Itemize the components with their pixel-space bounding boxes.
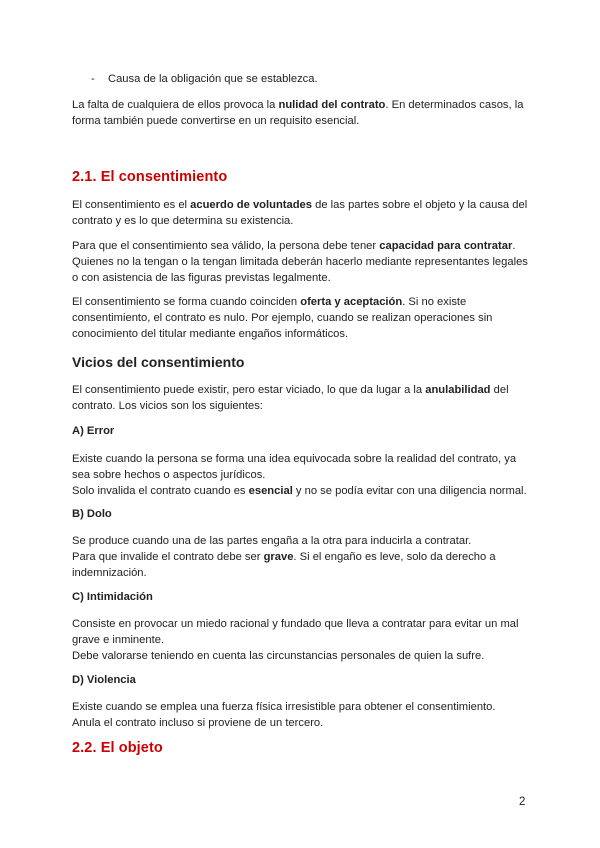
section-heading-consentimiento: 2.1. El consentimiento	[72, 169, 228, 185]
text-run: . En determinados casos, la forma también puede convertirse en un requisito esencial.	[72, 99, 524, 127]
paragraph-intimidacion	[72, 616, 532, 664]
text-run: El consentimiento es el	[72, 199, 191, 211]
paragraph-dolo	[72, 533, 532, 581]
subsection-heading-vicios: Vicios del consentimiento	[72, 354, 245, 370]
text-run: Se produce cuando una de las partes engaña a la otra para inducirla a contratar.	[72, 535, 472, 547]
paragraph-violencia	[72, 699, 532, 731]
bold-term: oferta y aceptación	[300, 296, 403, 308]
text-run: La falta de cualquiera de ellos provoca la	[72, 99, 279, 111]
bold-term: nulidad del contrato	[278, 99, 386, 111]
bullet-text: Causa de la obligación que se establezca.	[108, 73, 318, 85]
text-run: El consentimiento puede existir, pero estar viciado, lo que da lugar a la	[72, 384, 426, 396]
paragraph-falta	[72, 97, 532, 129]
text-run: . Quienes no la tengan o la tengan limitada deberán hacerlo mediante representantes legales o con asistencia de las figuras previstas legalmente.	[72, 240, 528, 284]
paragraph-error	[72, 451, 532, 499]
text-run: Para que invalide el contrato debe ser	[72, 551, 264, 563]
text-run: . Si no existe consentimiento, el contrato es nulo. Por ejemplo, cuando se realizan operaciones sin conocimiento del titular mediante engaños informáticos.	[72, 296, 493, 340]
heading-dolo: B) Dolo	[72, 508, 112, 520]
text-run: Para que el consentimiento sea válido, la persona debe tener	[72, 240, 380, 252]
text-run: Anula el contrato incluso si proviene de un tercero.	[72, 717, 324, 729]
bold-term: acuerdo de voluntades	[190, 199, 313, 211]
text-run: Existe cuando la persona se forma una idea equivocada sobre la realidad del contrato, ya sea sobre hechos o aspectos jurídicos.	[72, 453, 517, 481]
bullet-dash: -	[91, 73, 95, 85]
bold-term: anulabilidad	[425, 384, 491, 396]
paragraph-vicios	[72, 382, 532, 414]
heading-intimidacion: C) Intimidación	[72, 591, 153, 603]
text-run: . Si el engaño es leve, solo da derecho a indemnización.	[72, 551, 496, 579]
bold-term: grave	[263, 551, 294, 563]
text-run: Existe cuando se emplea una fuerza física irresistible para obtener el consentimiento.	[72, 701, 496, 713]
section-heading-objeto: 2.2. El objeto	[72, 740, 163, 756]
paragraph-consentimiento-1	[72, 197, 532, 229]
paragraph-consentimiento-2	[72, 238, 532, 286]
paragraph-consentimiento-3	[72, 294, 532, 342]
bold-term: esencial	[248, 485, 293, 497]
text-run: del contrato. Los vicios son los siguientes:	[72, 384, 509, 412]
text-run: Consiste en provocar un miedo racional y fundado que lleva a contratar para evitar un mal grave e inminente.	[72, 618, 519, 646]
bold-term: capacidad para contratar	[379, 240, 513, 252]
text-run: El consentimiento se forma cuando coinciden	[72, 296, 301, 308]
text-run: de las partes sobre el objeto y la causa del contrato y es lo que determina su existencia.	[72, 199, 528, 227]
heading-error: A) Error	[72, 425, 115, 437]
text-run: Solo invalida el contrato cuando es	[72, 485, 249, 497]
text-run: Debe valorarse teniendo en cuenta las circunstancias personales de quien la sufre.	[72, 650, 485, 662]
text-run: y no se podía evitar con una diligencia normal.	[292, 485, 527, 497]
bullet-item	[91, 71, 318, 87]
page-number: 2	[519, 796, 526, 808]
heading-violencia: D) Violencia	[72, 674, 136, 686]
